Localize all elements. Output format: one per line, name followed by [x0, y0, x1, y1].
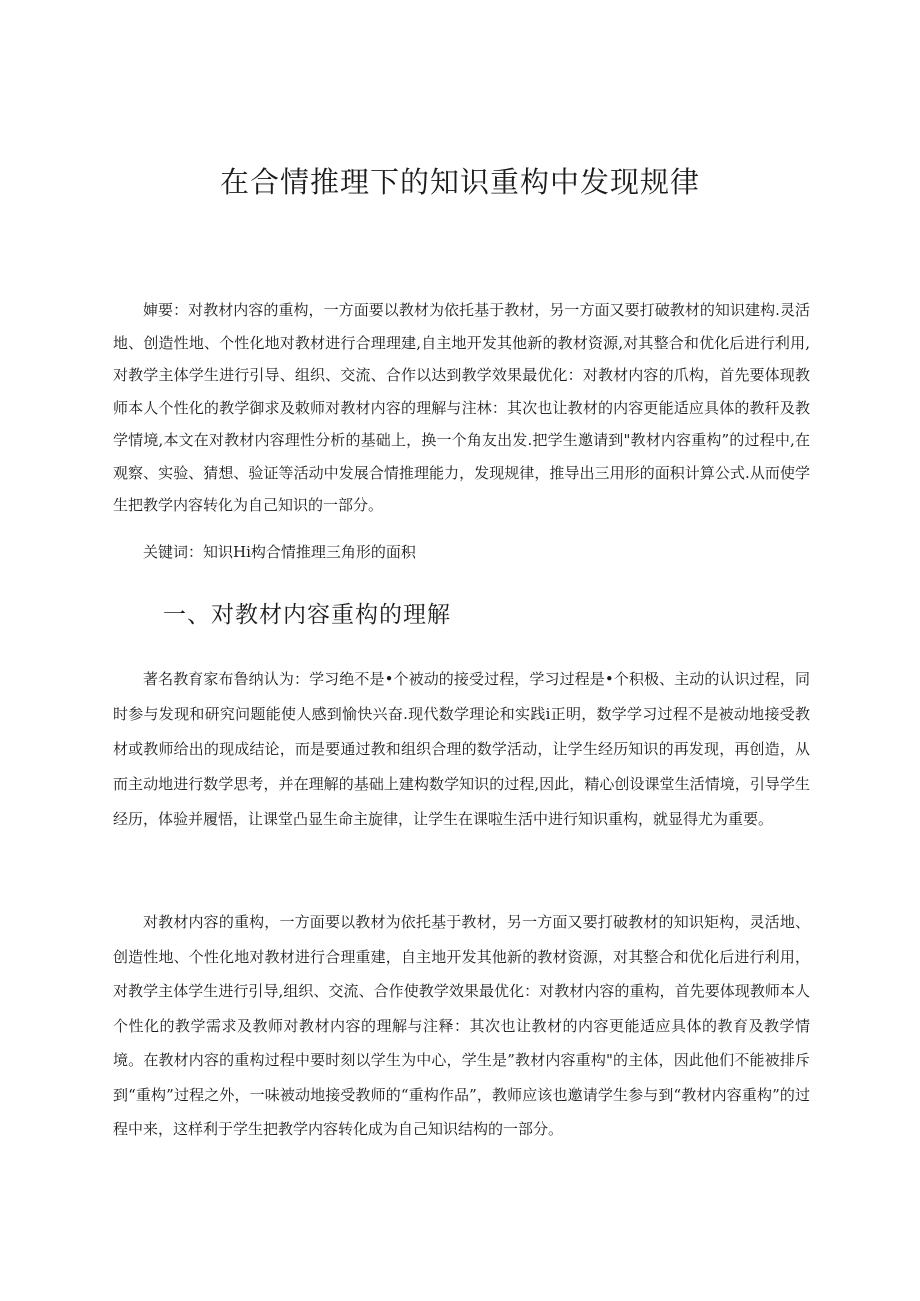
- body-paragraph: 对教材内容的重构，一方面要以教材为依托基于教材，另一方面又要打破教材的知识矩构，灵活地、创造性地、个性化地对教材进行合理重建，自主地开发其他新的教材资源，对其整合和优化后进行利用，对教学主体学生进行引导,组织、交流、合作使教学效果最优化：对教材内容的重构，首先要体现教师本人个性化的教学需求及教师对教材内容的理解与注释：其次也让教材的内容更能适应具体的教育及教学情境。在教材内容的重构过程中要时刻以学生为中心，学生是”教材内容重构"的主体，因此他们不能被排斥到“重构”过程之外，一味被动地接受教师的“重构作品”，教师应该也邀请学生参与到“教材内容重构”的过程中来，这样利于学生把教学内容转化成为自己知识结构的一部分。: [113, 913, 810, 1138]
- keywords-line: 关键词：知识Hi构合情推理三角形的面积: [143, 543, 416, 561]
- section-heading: 一、对教材内容重构的理解: [163, 602, 451, 628]
- body-paragraph: 著名教育家布鲁纳认为：学习绝不是•个被动的接受过程，学习过程是•个积极、主动的认识过程，同时参与发现和研究问题能使人感到愉快兴奋.现代数学理论和实践i正明，数学学习过程不是被动地接受教材或教师给出的现成结论，而是要通过教和组织合理的数学活动，让学生经历知识的再发现，再创造，从而主动地进行数学思考，并在理解的基础上建构数学知识的过程,因此，精心创设课堂生活情境，引导学生经历，体验并履悟，让课堂凸显生命主旋律，让学生在课啦生活中进行知识重构，就显得尤为重要。: [113, 670, 810, 828]
- abstract-paragraph: 婶要：对教材内容的重构，一方面要以教材为依托基于教材，另一方面又要打破教材的知识建构.灵活地、创造性地、个性化地对教材进行合理理建,自主地开发其他新的教材资源,对其整合和优化后进行利用,对教学主体学生进行引导、组织、交流、合作以达到教学效果最优化：对教材内容的爪构，首先要体现教师本人个性化的教学御求及敕师对教材内容的理解与注林：其次也让教材的内容更能适应具体的教秆及教学情境,本文在对教材内容理性分析的基础上，换一个角友出发.把学生邀请到"教材内容重构”的过程中,在观察、实验、猜想、验证等活动中发展合情推理能力，发现规律，推导出三用形的面积计算公式.从而使学生把教学内容转化为自己知识的一部分。: [113, 301, 810, 514]
- document-title: 在合情推理下的知识重构中发现规律: [219, 165, 700, 199]
